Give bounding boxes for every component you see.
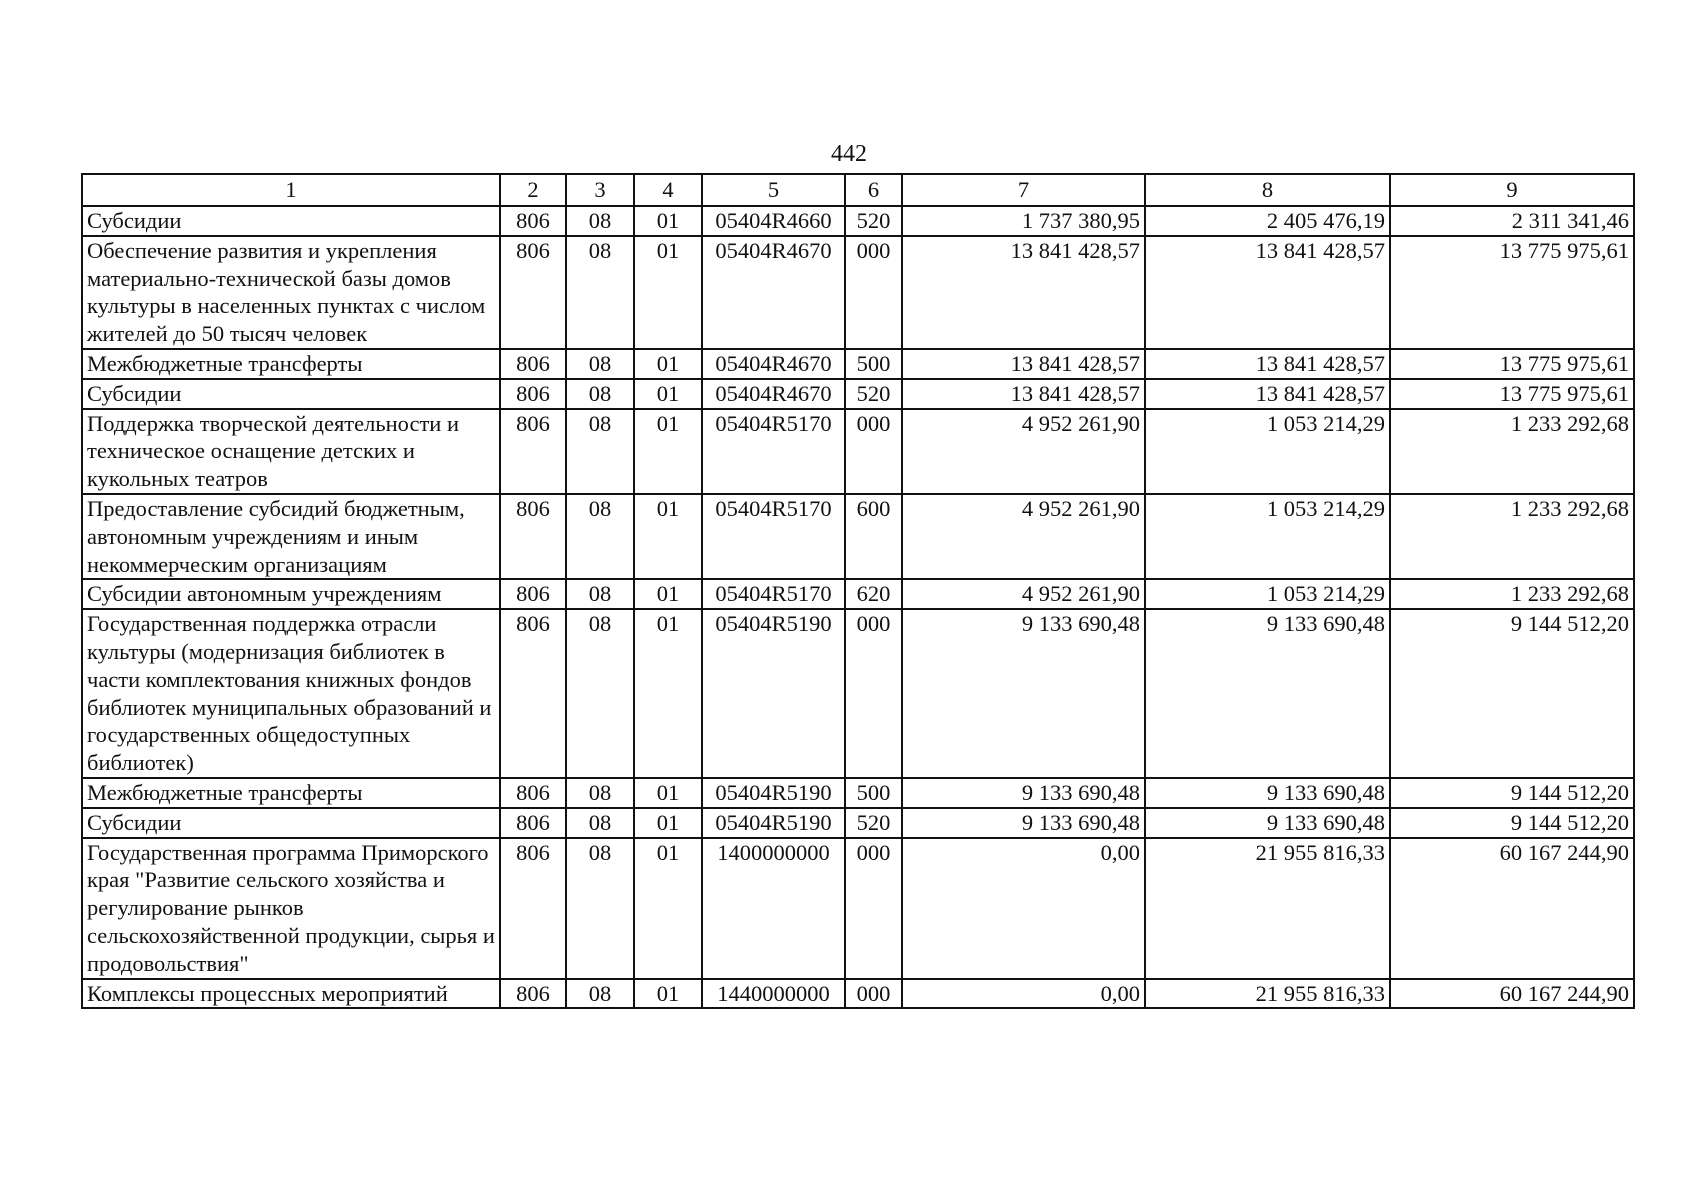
row-code-5: 05404R5170 <box>702 579 845 609</box>
header-col-1: 1 <box>82 174 500 206</box>
row-code-5: 1400000000 <box>702 838 845 979</box>
row-value-9: 60 167 244,90 <box>1390 979 1634 1009</box>
row-name: Субсидии <box>82 808 500 838</box>
row-code-3: 08 <box>566 349 634 379</box>
header-col-8: 8 <box>1145 174 1390 206</box>
row-code-6: 500 <box>845 349 902 379</box>
row-value-7: 4 952 261,90 <box>902 494 1145 579</box>
row-code-2: 806 <box>500 778 566 808</box>
row-code-3: 08 <box>566 494 634 579</box>
row-code-2: 806 <box>500 349 566 379</box>
row-code-6: 000 <box>845 236 902 349</box>
row-value-8: 13 841 428,57 <box>1145 236 1390 349</box>
row-code-4: 01 <box>634 838 702 979</box>
row-value-8: 1 053 214,29 <box>1145 494 1390 579</box>
row-code-4: 01 <box>634 206 702 236</box>
row-code-2: 806 <box>500 579 566 609</box>
row-code-5: 05404R4670 <box>702 236 845 349</box>
row-value-8: 13 841 428,57 <box>1145 379 1390 409</box>
row-code-2: 806 <box>500 409 566 494</box>
row-code-3: 08 <box>566 579 634 609</box>
header-col-6: 6 <box>845 174 902 206</box>
row-value-9: 2 311 341,46 <box>1390 206 1634 236</box>
row-code-5: 05404R5190 <box>702 609 845 778</box>
row-code-5: 05404R4660 <box>702 206 845 236</box>
row-code-6: 520 <box>845 206 902 236</box>
table-row <box>82 494 1634 579</box>
table-row <box>82 778 1634 808</box>
row-name: Предоставление субсидий бюджетным, автономным учреждениям и иным некоммерческим организациям <box>82 494 500 579</box>
row-code-5: 05404R4670 <box>702 379 845 409</box>
row-value-7: 1 737 380,95 <box>902 206 1145 236</box>
row-code-4: 01 <box>634 494 702 579</box>
row-code-4: 01 <box>634 778 702 808</box>
row-code-2: 806 <box>500 379 566 409</box>
row-code-6: 000 <box>845 409 902 494</box>
row-value-8: 1 053 214,29 <box>1145 409 1390 494</box>
row-code-2: 806 <box>500 838 566 979</box>
row-code-4: 01 <box>634 609 702 778</box>
table-row <box>82 838 1634 979</box>
row-code-2: 806 <box>500 206 566 236</box>
row-value-9: 13 775 975,61 <box>1390 349 1634 379</box>
header-col-5: 5 <box>702 174 845 206</box>
row-code-4: 01 <box>634 409 702 494</box>
row-code-3: 08 <box>566 379 634 409</box>
row-value-9: 9 144 512,20 <box>1390 778 1634 808</box>
row-code-3: 08 <box>566 838 634 979</box>
row-name: Комплексы процессных мероприятий <box>82 979 500 1009</box>
row-value-7: 13 841 428,57 <box>902 236 1145 349</box>
row-name: Поддержка творческой деятельности и техническое оснащение детских и кукольных театров <box>82 409 500 494</box>
row-code-6: 620 <box>845 579 902 609</box>
row-code-5: 05404R5170 <box>702 494 845 579</box>
row-value-7: 0,00 <box>902 838 1145 979</box>
row-code-5: 05404R4670 <box>702 349 845 379</box>
header-col-7: 7 <box>902 174 1145 206</box>
row-name: Государственная поддержка отрасли культуры (модернизация библиотек в части комплектования книжных фондов библиотек муниципальных образований и государственных общедоступных библиотек) <box>82 609 500 778</box>
row-value-8: 1 053 214,29 <box>1145 579 1390 609</box>
row-name: Межбюджетные трансферты <box>82 349 500 379</box>
table-row <box>82 979 1634 1009</box>
row-value-8: 2 405 476,19 <box>1145 206 1390 236</box>
row-value-9: 9 144 512,20 <box>1390 808 1634 838</box>
row-code-3: 08 <box>566 778 634 808</box>
table-row <box>82 609 1634 778</box>
row-value-9: 60 167 244,90 <box>1390 838 1634 979</box>
row-code-5: 05404R5190 <box>702 778 845 808</box>
header-col-4: 4 <box>634 174 702 206</box>
row-name: Обеспечение развития и укрепления материально-технической базы домов культуры в населенных пунктах с числом жителей до 50 тысяч человек <box>82 236 500 349</box>
row-value-7: 0,00 <box>902 979 1145 1009</box>
row-code-3: 08 <box>566 236 634 349</box>
row-code-4: 01 <box>634 579 702 609</box>
row-code-4: 01 <box>634 379 702 409</box>
table-row <box>82 808 1634 838</box>
row-value-9: 1 233 292,68 <box>1390 579 1634 609</box>
row-code-4: 01 <box>634 808 702 838</box>
row-code-5: 1440000000 <box>702 979 845 1009</box>
row-code-6: 600 <box>845 494 902 579</box>
row-code-3: 08 <box>566 206 634 236</box>
budget-table <box>81 173 1635 1009</box>
header-col-9: 9 <box>1390 174 1634 206</box>
table-row <box>82 349 1634 379</box>
row-name: Субсидии автономным учреждениям <box>82 579 500 609</box>
row-code-6: 520 <box>845 808 902 838</box>
table-row <box>82 206 1634 236</box>
row-value-8: 9 133 690,48 <box>1145 808 1390 838</box>
row-code-4: 01 <box>634 236 702 349</box>
table-row <box>82 579 1634 609</box>
table-row <box>82 379 1634 409</box>
row-code-6: 000 <box>845 609 902 778</box>
row-value-8: 9 133 690,48 <box>1145 609 1390 778</box>
row-code-5: 05404R5170 <box>702 409 845 494</box>
header-col-3: 3 <box>566 174 634 206</box>
row-value-7: 9 133 690,48 <box>902 609 1145 778</box>
row-code-3: 08 <box>566 409 634 494</box>
row-code-6: 000 <box>845 979 902 1009</box>
row-value-7: 13 841 428,57 <box>902 349 1145 379</box>
row-code-2: 806 <box>500 979 566 1009</box>
table-row <box>82 236 1634 349</box>
row-value-7: 4 952 261,90 <box>902 579 1145 609</box>
row-value-9: 13 775 975,61 <box>1390 236 1634 349</box>
row-name: Государственная программа Приморского края "Развитие сельского хозяйства и регулирование рынков сельскохозяйственной продукции, сырья и продовольствия" <box>82 838 500 979</box>
row-value-9: 1 233 292,68 <box>1390 494 1634 579</box>
row-value-9: 13 775 975,61 <box>1390 379 1634 409</box>
row-code-2: 806 <box>500 808 566 838</box>
row-code-2: 806 <box>500 609 566 778</box>
row-value-8: 9 133 690,48 <box>1145 778 1390 808</box>
row-code-6: 500 <box>845 778 902 808</box>
row-value-8: 13 841 428,57 <box>1145 349 1390 379</box>
row-code-3: 08 <box>566 808 634 838</box>
row-value-7: 9 133 690,48 <box>902 808 1145 838</box>
header-col-2: 2 <box>500 174 566 206</box>
row-value-7: 9 133 690,48 <box>902 778 1145 808</box>
row-name: Субсидии <box>82 379 500 409</box>
row-code-4: 01 <box>634 979 702 1009</box>
row-value-9: 1 233 292,68 <box>1390 409 1634 494</box>
row-code-3: 08 <box>566 979 634 1009</box>
table-row <box>82 409 1634 494</box>
row-code-6: 000 <box>845 838 902 979</box>
row-code-2: 806 <box>500 236 566 349</box>
row-value-7: 4 952 261,90 <box>902 409 1145 494</box>
row-value-8: 21 955 816,33 <box>1145 838 1390 979</box>
row-value-8: 21 955 816,33 <box>1145 979 1390 1009</box>
row-name: Субсидии <box>82 206 500 236</box>
row-code-6: 520 <box>845 379 902 409</box>
row-name: Межбюджетные трансферты <box>82 778 500 808</box>
page-number: 442 <box>831 141 867 167</box>
row-code-2: 806 <box>500 494 566 579</box>
row-value-9: 9 144 512,20 <box>1390 609 1634 778</box>
row-value-7: 13 841 428,57 <box>902 379 1145 409</box>
row-code-3: 08 <box>566 609 634 778</box>
row-code-4: 01 <box>634 349 702 379</box>
header-row <box>82 174 1634 206</box>
row-code-5: 05404R5190 <box>702 808 845 838</box>
